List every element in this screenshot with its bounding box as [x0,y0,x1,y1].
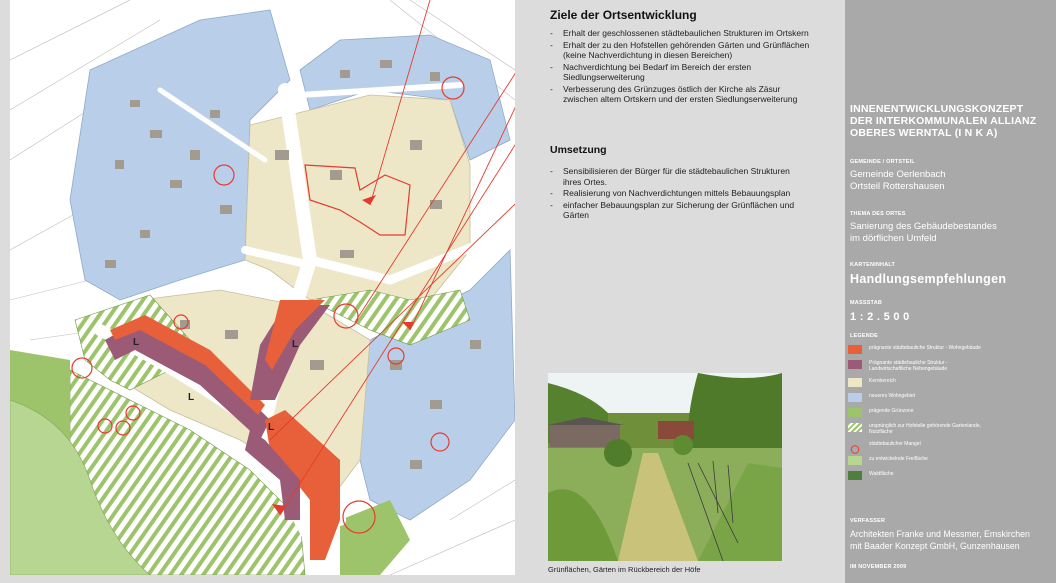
legend-text-line: zu entwickelnde Freifläche [869,456,928,462]
legend-label: LEGENDE [850,333,878,339]
legend-text-line: ursprünglich zur Hofstelle gehörende Gartenlande, [869,423,982,429]
legend-swatch [848,441,862,450]
project-title-line: DER INTERKOMMUNALEN ALLIANZ [850,115,1037,127]
legend-item [848,378,1053,390]
legend-item [848,393,1053,405]
map-marker: L [133,337,140,348]
goal-item: - Erhalt der zu den Hofstellen gehörenden Gärten und Grünflächen (keine Nachverdichtung in diesen Bereichen) [550,39,810,60]
legend-text-line: Prägnante städtebauliche Struktur - [869,360,948,366]
legend-text-line: neueres Wohngebiet [869,393,916,399]
garden-photo-illustration [548,373,782,561]
goal-text: Verbesserung des Grünzuges östlich der Kirche als Zäsur zwischen altem Ortskern und der ersten Siedlungserweiterung [563,83,798,104]
legend-item [848,423,1053,435]
project-title [850,103,1055,139]
legend-item [848,408,1053,420]
legend-swatch [848,378,862,387]
site-plan-svg [10,0,515,575]
legend-swatch [848,393,862,402]
legend-text-line: Waldfläche [869,471,894,477]
goal-item: - Verbesserung des Grünzuges östlich der Kirche als Zäsur zwischen altem Ortskern und der ersten Siedlungserweiterung [550,83,798,104]
goal-text: Erhalt der zu den Hofstellen gehörenden Gärten und Grünflächen (keine Nachverdichtung in diesen Bereichen) [563,39,810,60]
legend-text [869,456,1049,462]
goals-heading: Ziele der Ortsentwicklung [550,8,697,22]
map-marker: L [188,392,195,403]
municipality-line: Ortsteil Rottershausen [850,181,945,192]
goal-item: - Nachverdichtung bei Bedarf im Bereich der ersten Siedlungserweiterung [550,61,752,82]
legend-item [848,345,1053,357]
municipality-value [850,169,946,193]
implementation-item: - einfacher Bebauungsplan zur Sicherung der Grünflächen und Gärten [550,199,795,220]
author-line: mit Baader Konzept GmbH, Gunzenhausen [850,541,1020,551]
municipality-label: GEMEINDE / ORTSTEIL [850,159,915,165]
legend-item [848,441,1053,453]
garden-photo [548,373,782,561]
map-marker: L [292,339,299,350]
map-marker: L [268,422,275,433]
topic-line: im dörflichen Umfeld [850,233,937,244]
goals-list [550,28,810,106]
author-label: VERFASSER [850,518,886,524]
project-title-line: INNENENTWICKLUNGSKONZEPT [850,103,1024,115]
implementation-list [550,166,810,222]
legend-text [869,471,1049,477]
date-label: IM NOVEMBER 2009 [850,564,907,570]
title-block [845,0,1056,583]
legend-item [848,456,1053,468]
deficiency-circle-icon [848,445,862,454]
legend-swatch [848,423,862,432]
legend-text [869,423,1049,435]
goal-text: Erhalt der geschlossenen städtebaulichen Strukturen im Ortskern [563,28,809,38]
legend-text-line: städtebaulicher Mangel [869,441,921,447]
legend-item [848,471,1053,483]
legend-text-line: Nutzfläche [869,429,893,435]
legend-text-line: Kernbereich [869,378,896,384]
legend-text-line: Landwirtschaftliche Nebengebäude [869,366,948,372]
legend-swatch [848,345,862,354]
topic-value [850,221,997,245]
implementation-heading: Umsetzung [550,144,607,156]
author-line: Architekten Franke und Messmer, Emskirchen [850,529,1030,539]
legend-text [869,441,1049,447]
legend-text [869,360,1049,372]
legend-swatch [848,408,862,417]
legend-text [869,378,1049,384]
legend-text [869,393,1049,399]
legend-text-line: prägnante städtebauliche Struktur - Wohngebäude [869,345,981,351]
implementation-item: - Realisierung von Nachverdichtungen mittels Bebauungsplan [550,188,791,198]
goal-item: - Erhalt der geschlossenen städtebaulichen Strukturen im Ortskern [550,28,809,38]
implementation-text: einfacher Bebauungsplan zur Sicherung der Grünflächen und Gärten [563,199,795,220]
topic-line: Sanierung des Gebäudebestandes [850,221,997,232]
author-value [850,528,1030,552]
scale-label: MASSSTAB [850,300,883,306]
implementation-item: - Sensibilisieren der Bürger für die städtebaulichen Strukturen ihres Ortes. [550,166,790,187]
legend-item [848,360,1053,372]
implementation-text: Sensibilisieren der Bürger für die städtebaulichen Strukturen ihres Ortes. [563,166,790,187]
scale-value: 1 : 2 . 5 0 0 [850,311,910,323]
legend-text [869,345,1049,351]
photo-caption: Grünflächen, Gärten im Rückbereich der Höfe [548,565,701,574]
goal-text: Nachverdichtung bei Bedarf im Bereich der ersten Siedlungserweiterung [563,61,752,82]
legend-text-line: prägende Grünzone [869,408,914,414]
legend-swatch [848,360,862,369]
legend-swatch [848,471,862,480]
site-plan-map [10,0,515,575]
municipality-line: Gemeinde Oerlenbach [850,169,946,180]
map-content-label: KARTENINHALT [850,262,896,268]
topic-label: THEMA DES ORTES [850,211,906,217]
project-title-line: OBERES WERNTAL (I N K A) [850,127,998,139]
legend-text [869,408,1049,414]
legend-swatch [848,456,862,465]
map-content-value: Handlungsempfehlungen [850,272,1007,286]
implementation-text: Realisierung von Nachverdichtungen mittels Bebauungsplan [563,188,791,198]
